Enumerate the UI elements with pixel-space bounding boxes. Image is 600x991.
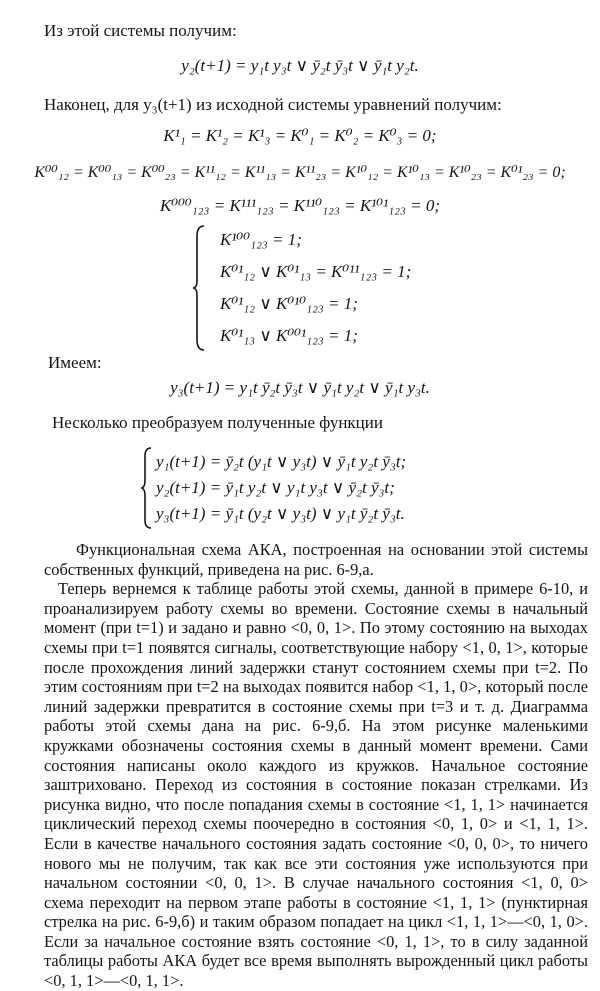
brace-left-k-system bbox=[192, 224, 208, 352]
intro-text-2: Наконец, для y₃(t+1) из исходной системы уравнений получим: bbox=[44, 95, 502, 114]
have-text: Имеем: bbox=[48, 353, 102, 372]
y-system-line-2: y₂(t+1) = ȳ₁t y₂t ∨ y₁t y₃t ∨ ȳ₂t ȳ₃t; bbox=[156, 478, 395, 497]
k-equation-2: K⁰⁰₁₂ = K⁰⁰₁₃ = K⁰⁰₂₃ = K¹¹₁₂ = K¹¹₁₃ = K¹¹₂₃ = K¹⁰₁₂ = K¹⁰₁₃ = K¹⁰₂₃ = K⁰¹₂₃ = 0; bbox=[34, 164, 566, 181]
k-equation-1: K¹₁ = K¹₂ = K¹₃ = K⁰₁ = K⁰₂ = K⁰₃ = 0; bbox=[163, 126, 437, 145]
intro-text-1: Из этой системы получим: bbox=[44, 21, 237, 40]
transform-text: Несколько преобразуем полученные функции bbox=[52, 413, 383, 432]
k-system-line-3: K⁰¹₁₂ ∨ K⁰¹⁰₁₂₃ = 1; bbox=[220, 294, 358, 313]
k-equation-3: K⁰⁰⁰₁₂₃ = K¹¹¹₁₂₃ = K¹¹⁰₁₂₃ = K¹⁰¹₁₂₃ = 0; bbox=[159, 196, 441, 215]
paragraph-2: Теперь вернемся к таблице работы этой схемы, данной в примере 6-10, и проанализируем работу схемы во времени. Состояние схемы в начальный момент (при t=1) и задано и равно <0, 0, 1>. По этому состоянию на выходах схемы при t=1 появятся сигналы, соответствующие набору <1, 0, 1>, которые после прохождения линий задержки станут состоянием схемы при t=2. По этим состояниям при t=2 на выходах появится набор <1, 1, 0>, который после линий задержки превратится в состояние схемы при t=3 и т. д. Диаграмма работы этой схемы дана на рис. 6-9,б. На этом рисунке маленькими кружками обозначены состояния схемы в данный момент времени. Сами состояния написаны около каждого из кружков. Начальное состояние заштриховано. Переход из состояния в состояние показан стрелками. Из рисунка видно, что после попадания схемы в состояние <1, 1, 1> начинается циклический переход схемы поочередно в состояния <0, 1, 0> и <1, 1, 1>. Если в качестве начального состояния задать состояние <0, 0, 0>, то ничего нового мы не получим, так как все эти состояния уже используются при начальном состоянии <0, 0, 1>. В случае начального состояния <1, 0, 0> схема переходит на первом этапе работы в состояние <1, 1, 1> (пунктирная стрелка на рис. 6-9,б) и таким образом попадает на цикл <1, 1, 1>—<0, 1, 0>. Если за начальное состояние взять состояние <0, 1, 1>, то в силу заданной таблицы работы АКА будет все время выполнять вырожденный цикл работы <0, 1, 1>—<0, 1, 1>. bbox=[44, 579, 588, 991]
y-system-line-3: y₃(t+1) = ȳ₁t (y₂t ∨ y₃t) ∨ y₁t ȳ₂t ȳ₃t. bbox=[156, 504, 405, 523]
brace-left-y-system bbox=[140, 446, 154, 530]
k-system-line-1: K¹⁰⁰₁₂₃ = 1; bbox=[220, 230, 302, 249]
equation-y2: y₂(t+1) = y₁t y₃t ∨ ȳ₂t ȳ₃t ∨ ȳ₁t y₂t. bbox=[181, 56, 419, 75]
k-system-line-2: K⁰¹₁₂ ∨ K⁰¹₁₃ = K⁰¹¹₁₂₃ = 1; bbox=[220, 262, 412, 281]
y-system-line-1: y₁(t+1) = ȳ₂t (y₁t ∨ y₃t) ∨ ȳ₁t y₂t ȳ₃t; bbox=[156, 452, 407, 471]
paragraph-1: Функциональная схема АКА, построенная на основании этой системы собственных функций, приведена на рис. 6-9,а. bbox=[44, 540, 588, 579]
k-system-line-4: K⁰¹₁₃ ∨ K⁰⁰¹₁₂₃ = 1; bbox=[220, 326, 358, 345]
body-text bbox=[44, 540, 588, 991]
equation-y3: y₃(t+1) = y₁t ȳ₂t ȳ₃t ∨ ȳ₁t y₂t ∨ ȳ₁t y₃t. bbox=[170, 378, 430, 397]
